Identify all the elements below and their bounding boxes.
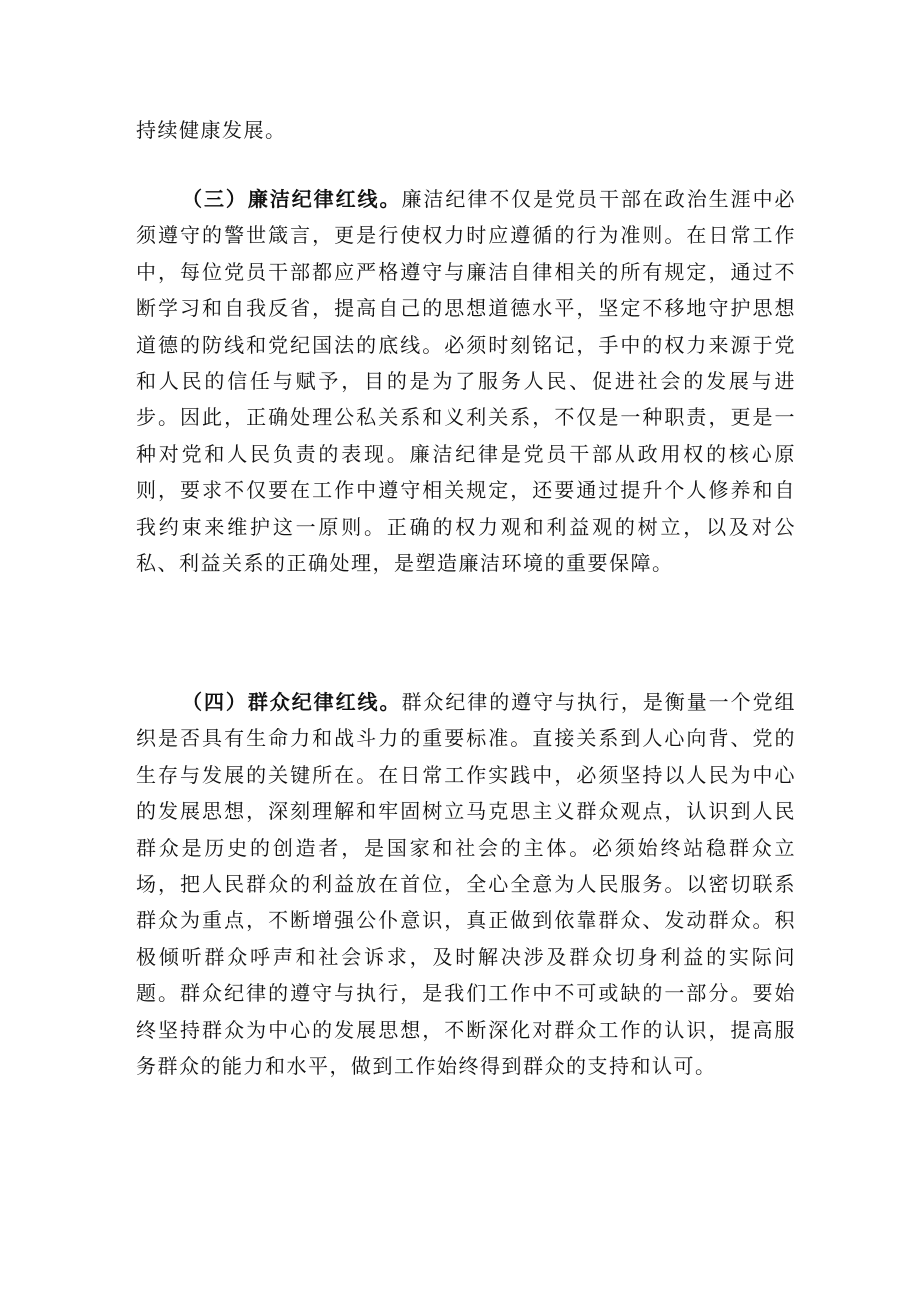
section-heading-mass: （四）群众纪律红线。 [182, 690, 402, 714]
paragraph-body: 廉洁纪律不仅是党员干部在政治生涯中必须遵守的警世箴言，更是行使权力时应遵循的行为准则。在日常工作中，每位党员干部都应严格遵守与廉洁自律相关的所有规定，通过不断学习和自我反省，提高自己的思想道德水平，坚定不移地守护思想道德的防线和党纪国法的底线。必须时刻铭记，手中的权力来源于党和人民的信任与赋予，目的是为了服务人民、促进社会的发展与进步。因此，正确处理公私关系和义利关系，不仅是一种职责，更是一种对党和人民负责的表现。廉洁纪律是党员干部从政用权的核心原则，要求不仅要在工作中遵守相关规定，还要通过提升个人修养和自我约束来维护这一原则。正确的权力观和利益观的树立，以及对公私、利益关系的正确处理，是塑造廉洁环境的重要保障。 [136, 187, 797, 576]
paragraph-body: 群众纪律的遵守与执行，是衡量一个党组织是否具有生命力和战斗力的重要标准。直接关系到人心向背、党的生存与发展的关键所在。在日常工作实践中，必须坚持以人民为中心的发展思想，深刻理解和牢固树立马克思主义群众观点，认识到人民群众是历史的创造者，是国家和社会的主体。必须始终站稳群众立场，把人民群众的利益放在首位，全心全意为人民服务。以密切联系群众为重点，不断增强公仆意识，真正做到依靠群众、发动群众。积极倾听群众呼声和社会诉求，及时解决涉及群众切身利益的实际问题。群众纪律的遵守与执行，是我们工作中不可或缺的一部分。要始终坚持群众为中心的发展思想，不断深化对群众工作的认识，提高服务群众的能力和水平，做到工作始终得到群众的支持和认可。 [136, 690, 797, 1079]
section-heading-integrity: （三）廉洁纪律红线。 [182, 187, 402, 211]
paragraph-mass-discipline [136, 684, 796, 1084]
paragraph-continuation [136, 112, 796, 148]
paragraph-integrity-discipline [136, 181, 796, 581]
paragraph-body: 持续健康发展。 [136, 118, 287, 142]
